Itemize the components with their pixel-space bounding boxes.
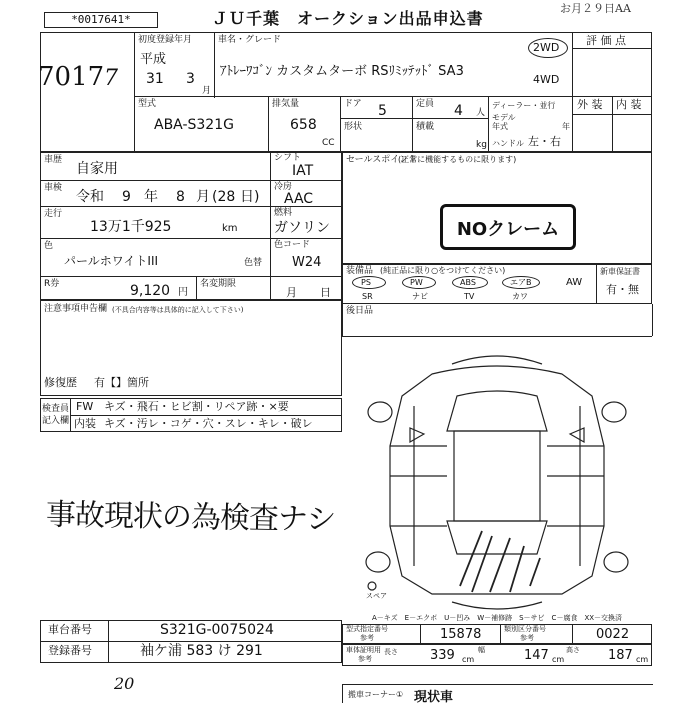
notes-label: 注意事項申告欄 (44, 304, 108, 314)
type-designation-sub: 参考 (360, 634, 374, 642)
capacity-value: 4 (454, 103, 463, 119)
handle-value: 左・右 (528, 135, 561, 148)
car-name: ｱﾄﾚｰﾜｺﾞﾝ カスタムターボ RSﾘﾐｯﾃｯﾄﾞ SA3 (220, 64, 464, 79)
car-name-label: 車名・グレード (218, 35, 282, 45)
interior-label: 内 装 (616, 98, 642, 111)
repair-suffix: 】箇所 (116, 376, 149, 389)
form-title: ＪＵ千葉 オークション出品申込書 (212, 9, 484, 28)
drive-4wd: 4WD (533, 73, 560, 86)
length-value: 339 (430, 648, 455, 663)
inspection-month: 8 (176, 189, 185, 205)
name-change-month: 月 (286, 286, 297, 299)
model-year-unit: 年 (562, 122, 570, 131)
category-label: 類別区分番号 (504, 625, 546, 633)
type-value: ABA-S321G (154, 117, 234, 133)
recycle-unit: 円 (178, 287, 188, 298)
fuel-label: 燃料 (274, 208, 293, 218)
equip-leather: カワ (512, 292, 528, 301)
inspection-year: 9 (122, 189, 131, 205)
date-stamp: お月２９日AA (560, 2, 631, 15)
equip-abs: ABS (460, 278, 476, 287)
aircon-label: 冷房 (274, 182, 293, 192)
history-value: 自家用 (76, 161, 118, 177)
inspection-label: 車検 (44, 183, 63, 193)
dimensions-sub: 参考 (358, 655, 372, 663)
width-unit: cm (552, 655, 565, 664)
equip-ps: PS (361, 278, 371, 287)
doors-label: ドア (344, 99, 362, 109)
inspection-day: (28 (212, 189, 236, 205)
equip-aw: AW (566, 277, 583, 288)
color-code-value: W24 (292, 255, 322, 270)
warranty-value: 有・無 (606, 283, 639, 296)
color-value: パールホワイトIII (64, 254, 159, 268)
footer-value: 現状車 (414, 690, 454, 705)
equip-tv: TV (464, 292, 475, 301)
name-change-label: 名変期限 (200, 279, 237, 289)
height-label: 高さ (566, 646, 580, 654)
exterior-label: 外 装 (577, 98, 603, 111)
notes-note: (不具合内容等は具体的に記入して下さい) (112, 306, 244, 314)
mileage-unit: km (222, 223, 238, 234)
load-label: 積載 (416, 122, 435, 132)
inspector-row2-value: キズ・汚レ・コゲ・穴・スレ・キレ・破レ (104, 417, 313, 430)
inspector-label-2: 記入欄 (42, 416, 70, 426)
footer-handwritten: 20 (114, 674, 135, 693)
mileage-label: 走行 (44, 209, 63, 219)
footer-label: 搬車コーナー① (348, 690, 404, 699)
doors-value: 5 (378, 103, 387, 119)
equip-pw: PW (410, 278, 423, 287)
equip-sr: SR (362, 292, 373, 301)
displacement-unit: CC (322, 138, 335, 148)
drive-2wd: 2WD (533, 41, 560, 54)
mileage-value: 13万1千925 (90, 219, 172, 235)
fuel-value: ガソリン (274, 220, 330, 236)
repair-value: 有【 (94, 376, 116, 389)
category-value: 0022 (596, 627, 630, 642)
inspector-row1-label: FW (76, 400, 94, 413)
chassis-label: 車台番号 (48, 623, 92, 636)
reg-year: 31 (146, 71, 164, 87)
dealer-label: ディーラー・並行 (492, 101, 556, 110)
length-unit: cm (462, 655, 475, 664)
name-change-day: 日 (320, 286, 331, 299)
inspector-label-1: 検査員 (42, 404, 70, 414)
equip-navi: ナビ (412, 292, 428, 301)
reg-date-label: 初度登録年月 (138, 35, 193, 45)
inspector-row1-value: キズ・飛石・ヒビ割・リペア跡・×要 (104, 400, 289, 413)
inspection-month-unit: 月 (196, 189, 210, 205)
plate-label: 登録番号 (48, 644, 92, 657)
load-unit: kg (476, 140, 487, 150)
aircon-value: AAC (284, 191, 314, 207)
height-value: 187 (608, 648, 633, 663)
handwritten-note: 事故現状の為検査ナシ (45, 497, 336, 538)
recycle-label: R券 (44, 279, 60, 289)
capacity-label: 定員 (416, 99, 435, 109)
width-value: 147 (524, 648, 549, 663)
color-label: 色 (44, 241, 54, 251)
damage-legend: A－キズ E－エクボ U－凹み W－補修跡 S－サビ C－腐食 XX－交換済 (372, 614, 623, 622)
reg-month: 3 (186, 71, 195, 87)
model-year-label: 年式 (492, 122, 508, 131)
shift-value: IAT (292, 163, 314, 179)
lot-number: 7017 (38, 62, 105, 92)
plate-value: 袖ケ浦 583 け 291 (140, 643, 263, 659)
sales-point-note: (正常に機能するものに限ります) (398, 155, 517, 164)
color-change-label: 色替 (244, 258, 263, 268)
shape-label: 形状 (344, 122, 363, 132)
dimensions-label: 車体証明用 (346, 646, 381, 654)
warranty-label: 新車保証書 (600, 267, 640, 276)
width-label: 幅 (478, 646, 485, 654)
car-damage-diagram (342, 336, 652, 616)
repair-label: 修復歴 (44, 376, 77, 389)
length-label: 長さ (384, 648, 398, 656)
evaluation-label: 評 価 点 (586, 34, 626, 47)
height-unit: cm (636, 655, 649, 664)
category-sub: 参考 (520, 634, 534, 642)
rear-seat-label: 後日品 (346, 306, 374, 316)
no-claim-stamp: NOクレーム (440, 204, 576, 250)
type-label: 型式 (138, 99, 157, 109)
history-label: 車歴 (44, 155, 63, 165)
equipment-label: 装備品 (346, 266, 374, 276)
lot-suffix: 7 (104, 66, 118, 91)
equipment-note: (純正品に限り○をつけてください) (380, 266, 506, 275)
reg-era: 平成 (140, 52, 167, 67)
type-designation-value: 15878 (440, 627, 482, 642)
displacement-value: 658 (290, 117, 317, 133)
inspection-era: 令和 (76, 189, 104, 205)
displacement-label: 排気量 (272, 99, 300, 109)
recycle-value: 9,120 (130, 283, 171, 299)
inspector-row2-label: 内装 (74, 417, 96, 430)
handle-label: ハンドル (492, 139, 524, 148)
type-designation-label: 型式指定番号 (346, 625, 388, 633)
barcode-number: *0017641* (44, 12, 158, 28)
model-label: モデル (492, 113, 516, 122)
reg-month-unit: 月 (202, 86, 212, 96)
color-code-label: 色コード (274, 240, 311, 250)
sales-point-label: セールスポイント (346, 155, 418, 165)
equip-airbag: エアB (510, 278, 532, 287)
shift-label: シフト (274, 153, 302, 163)
spare-label: スペア (366, 592, 387, 600)
inspection-year-unit: 年 (144, 189, 158, 205)
capacity-unit: 人 (476, 108, 486, 118)
inspection-day-unit: 日) (240, 189, 260, 205)
chassis-value: S321G-0075024 (160, 622, 274, 638)
